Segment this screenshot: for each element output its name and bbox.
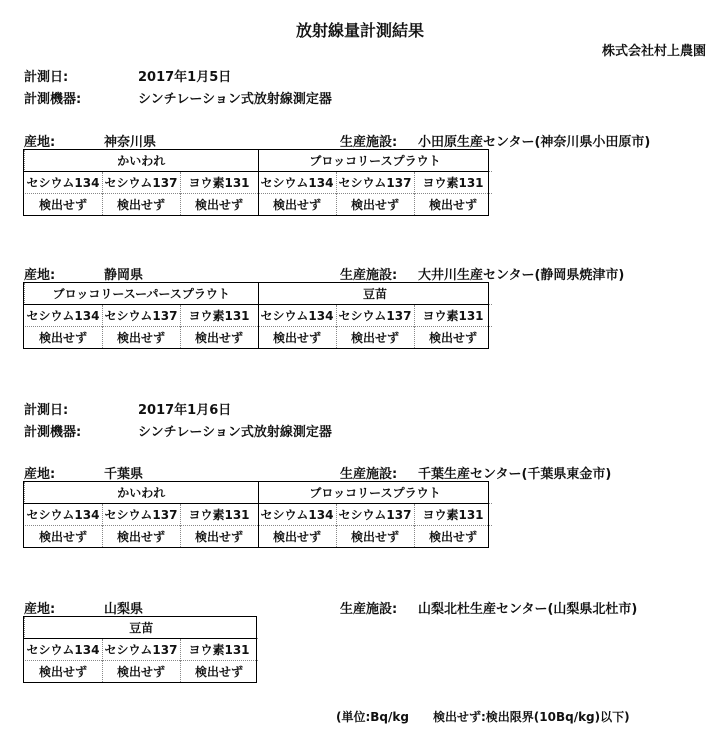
nuclide-header: ヨウ素131 <box>180 172 258 194</box>
result-cell: 検出せず <box>258 327 336 349</box>
origin-label: 産地: <box>24 467 56 482</box>
device-label: 計測機器: <box>24 425 82 440</box>
facility-value: 千葉生産センター(千葉県東金市) <box>418 467 612 482</box>
facility-value: 大井川生産センター(静岡県焼津市) <box>418 268 625 283</box>
result-cell: 検出せず <box>102 194 180 216</box>
result-cell: 検出せず <box>25 194 103 216</box>
nuclide-header: ヨウ素131 <box>414 305 492 327</box>
header-divider <box>23 304 489 305</box>
origin-label: 産地: <box>24 602 56 617</box>
result-cell: 検出せず <box>414 327 492 349</box>
nuclide-header: ヨウ素131 <box>180 504 258 526</box>
product-header: 豆苗 <box>25 617 258 639</box>
company-name: 株式会社村上農園 <box>601 44 706 59</box>
product-header: ブロッコリースーパースプラウト <box>25 283 259 305</box>
result-cell: 検出せず <box>102 661 180 683</box>
nuclide-header: セシウム134 <box>25 172 103 194</box>
nuclide-header: セシウム137 <box>336 305 414 327</box>
result-cell: 検出せず <box>336 327 414 349</box>
results-table <box>24 283 492 348</box>
nuclide-header: セシウム137 <box>102 172 180 194</box>
product-header: かいわれ <box>25 482 259 504</box>
result-cell: 検出せず <box>336 526 414 548</box>
facility-value: 山梨北杜生産センター(山梨県北杜市) <box>418 602 638 617</box>
nuclide-header: セシウム134 <box>258 305 336 327</box>
results-table <box>24 617 258 682</box>
nuclide-header: ヨウ素131 <box>414 504 492 526</box>
product-header: ブロッコリースプラウト <box>258 482 492 504</box>
result-cell: 検出せず <box>414 194 492 216</box>
nuclide-header: セシウム137 <box>102 305 180 327</box>
header-divider <box>23 638 257 639</box>
result-cell: 検出せず <box>258 194 336 216</box>
nuclide-header: セシウム137 <box>102 639 180 661</box>
nuclide-header: セシウム137 <box>336 504 414 526</box>
header-divider <box>23 503 489 504</box>
facility-label: 生産施設: <box>340 268 398 283</box>
nuclide-header: セシウム137 <box>336 172 414 194</box>
result-cell: 検出せず <box>258 526 336 548</box>
unit-note: (単位:Bq/kg 検出せず:検出限界(10Bq/kg)以下) <box>336 710 630 724</box>
nuclide-header: セシウム134 <box>25 639 103 661</box>
nuclide-header: セシウム134 <box>258 504 336 526</box>
result-cell: 検出せず <box>180 327 258 349</box>
product-header: ブロッコリースプラウト <box>258 150 492 172</box>
origin-label: 産地: <box>24 268 56 283</box>
origin-value: 静岡県 <box>104 268 144 283</box>
measurement-date: 2017年1月5日 <box>138 70 232 85</box>
result-cell: 検出せず <box>414 526 492 548</box>
result-cell: 検出せず <box>102 526 180 548</box>
result-cell: 検出せず <box>180 194 258 216</box>
measurement-device: シンチレーション式放射線測定器 <box>138 92 332 107</box>
results-table <box>24 482 492 547</box>
measurement-date: 2017年1月6日 <box>138 403 232 418</box>
date-label: 計測日: <box>24 70 69 85</box>
document-title: 放射線量計測結果 <box>295 21 424 40</box>
result-cell: 検出せず <box>180 661 258 683</box>
origin-value: 山梨県 <box>104 602 144 617</box>
nuclide-header: ヨウ素131 <box>180 639 258 661</box>
facility-value: 小田原生産センター(神奈川県小田原市) <box>418 135 651 150</box>
nuclide-header: セシウム137 <box>102 504 180 526</box>
nuclide-header: セシウム134 <box>258 172 336 194</box>
facility-label: 生産施設: <box>340 467 398 482</box>
measurement-device: シンチレーション式放射線測定器 <box>138 425 332 440</box>
header-divider <box>23 171 489 172</box>
product-header: 豆苗 <box>258 283 492 305</box>
nuclide-header: セシウム134 <box>25 504 103 526</box>
origin-value: 神奈川県 <box>104 135 157 150</box>
result-cell: 検出せず <box>25 661 103 683</box>
product-header: かいわれ <box>25 150 259 172</box>
nuclide-header: セシウム134 <box>25 305 103 327</box>
facility-label: 生産施設: <box>340 602 398 617</box>
result-cell: 検出せず <box>102 327 180 349</box>
origin-label: 産地: <box>24 135 56 150</box>
facility-label: 生産施設: <box>340 135 398 150</box>
nuclide-header: ヨウ素131 <box>414 172 492 194</box>
result-cell: 検出せず <box>336 194 414 216</box>
device-label: 計測機器: <box>24 92 82 107</box>
nuclide-header: ヨウ素131 <box>180 305 258 327</box>
date-label: 計測日: <box>24 403 69 418</box>
origin-value: 千葉県 <box>104 467 144 482</box>
result-cell: 検出せず <box>25 526 103 548</box>
result-cell: 検出せず <box>25 327 103 349</box>
result-cell: 検出せず <box>180 526 258 548</box>
results-table <box>24 150 492 215</box>
